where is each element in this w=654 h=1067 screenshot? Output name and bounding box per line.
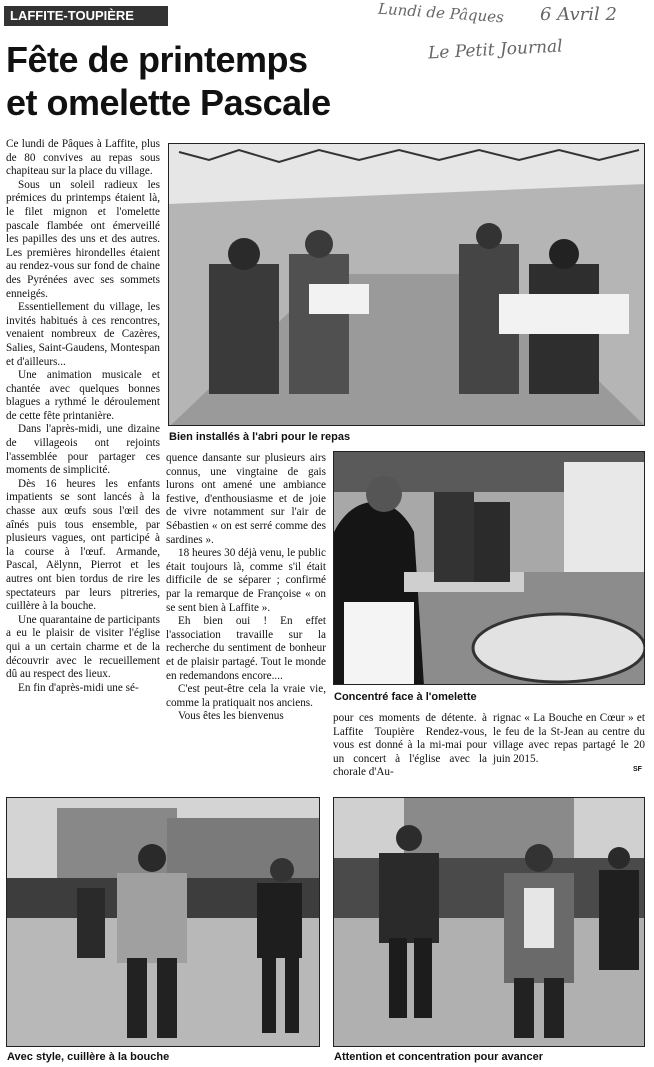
paragraph: rignac « La Bouche en Cœur » et le feu de la St-Jean au centre du village avec repas partagé le 20 juin 2015. xyxy=(493,712,645,765)
article-column-3 xyxy=(333,712,487,780)
headline-line-2: et omelette Pascale xyxy=(6,82,331,123)
paragraph: 18 heures 30 déjà venu, le public était toujours là, comme s'il était difficile de se séparer ; confirmé par la remarque de Françoise « on se sent bien à Laffite ». xyxy=(166,547,326,614)
paragraph: Eh bien oui ! En effet l'association travaille sur la recherche du sentiment de bonheur et de plaisir partagé. Tout le monde en redemandons encore.... xyxy=(166,615,326,682)
paragraph: Dès 16 heures les enfants impatients se sont lancés à la chasse aux œufs sous l'œil des aînés puis tous ensemble, par plusieurs vagues, ont participé à la course à l'œuf. Armande, Pascal, Aëlynn, Pierrot et les autres ont bien tordus de rire les spectateurs par leurs pitreries, cuillère à la bouche. xyxy=(6,477,160,613)
handwritten-date-day: 6 Avril 2 xyxy=(540,4,617,25)
paragraph: Une quarantaine de participants a eu le plaisir de visiter l'église qui a un certain charme et de la découvrir avec le recueillement dû au respect des lieux. xyxy=(6,613,160,681)
paragraph: quence dansante sur plusieurs airs connus, une vingtaine de gais lurons ont amené une ambiance festive, d'enthousiasme et de joie de vivre notamment sur l'air de Sébastien « on est serré comme des sardines ». xyxy=(166,452,326,546)
paragraph: Vous êtes les bienvenus xyxy=(178,710,284,723)
photo-spoon-race xyxy=(6,797,320,1047)
article-column-4 xyxy=(493,712,645,766)
paragraph: C'est peut-être cela la vraie vie, comme la pratiquait nos anciens. xyxy=(166,683,326,709)
article-column-2 xyxy=(166,452,326,724)
paragraph: Dans l'après-midi, une dizaine de villageois ont rejoints l'assemblée pour partager ces moments de simplicité. xyxy=(6,423,160,477)
handwritten-date-text: Lundi de Pâques xyxy=(377,0,505,27)
caption-photo-4: Attention et concentration pour avancer xyxy=(334,1051,544,1063)
spoon-race-illustration xyxy=(7,798,320,1047)
concentration-illustration xyxy=(334,798,645,1047)
tent-meal-illustration xyxy=(169,144,645,426)
paragraph: Ce lundi de Pâques à Laffite, plus de 80 convives au repas sous chapiteau sur la place du village. xyxy=(6,138,160,178)
caption-photo-1: Bien installés à l'abri pour le repas xyxy=(169,431,351,443)
omelette-illustration xyxy=(334,452,645,685)
paragraph: Essentiellement du village, les invités habitués à ces rencontres, venaient nombreux de Cazères, Salies, Saint-Gaudens, Montespan et d'ailleurs... xyxy=(6,301,160,368)
paragraph: En fin d'après-midi une sé- xyxy=(18,681,139,694)
caption-photo-3: Avec style, cuillère à la bouche xyxy=(7,1051,170,1063)
author-signature: SF xyxy=(633,766,642,773)
paragraph: Une animation musicale et chantée avec quelques bonnes blagues a rythmé le déroulement de cette fête printanière. xyxy=(6,369,160,422)
handwritten-newspaper-name: Le Petit Journal xyxy=(427,36,564,64)
photo-tent-meal xyxy=(168,143,645,426)
article-column-1 xyxy=(6,138,160,695)
headline-line-1: Fête de printemps xyxy=(6,39,308,80)
photo-concentration xyxy=(333,797,645,1047)
caption-photo-2: Concentré face à l'omelette xyxy=(334,691,477,703)
paragraph: Sous un soleil radieux les prémices du printemps étaient là, le filet mignon et l'omelette pascale flambée ont émerveillé les papilles des uns et des autres. Les premières hirondelles étaient au rendez-vous sur fond de chaine des Pyrénées avec ses sommets enneigés. xyxy=(6,178,160,300)
photo-omelette xyxy=(333,451,645,685)
paragraph: pour ces moments de détente. à Laffite Toupière Rendez-vous, vous est donné à la mi-mai pour un concert à l'église avec la chorale d'Au- xyxy=(333,712,487,779)
headline xyxy=(6,38,426,124)
section-tag: LAFFITE-TOUPIÈRE xyxy=(4,6,168,26)
